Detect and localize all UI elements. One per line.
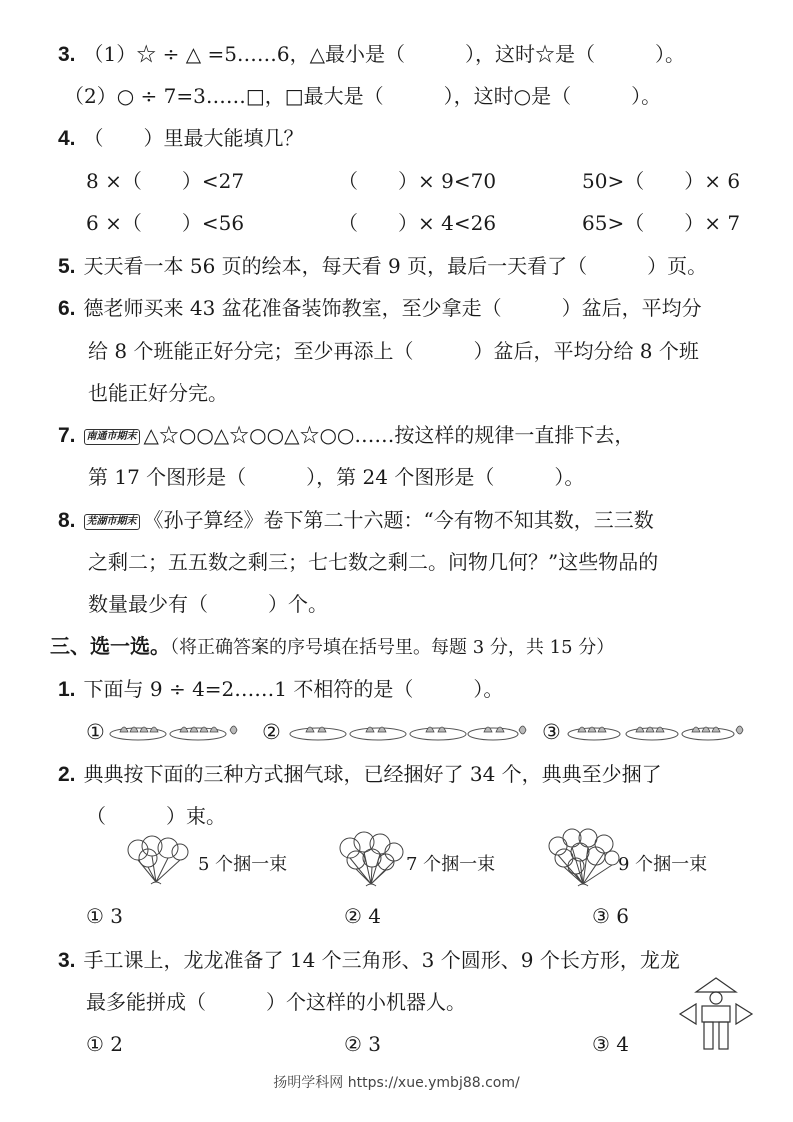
balloon-bunch-9-icon	[546, 828, 620, 890]
section3-note: （将正确答案的序号填在括号里。每题 3 分，共 15 分）	[170, 637, 615, 658]
q8-line3: 数量最少有（ ）个。	[88, 592, 328, 616]
section3-title: 三、选一选。	[50, 634, 170, 658]
q4-r1c2: （ ）× 9<70	[338, 169, 497, 193]
s1-option2-illustration	[288, 718, 528, 742]
s1-option2-label: ②	[262, 720, 281, 744]
s2-line1	[58, 760, 662, 789]
section3-heading	[50, 632, 614, 662]
q3-line1	[58, 40, 685, 69]
q5-number: 5.	[58, 255, 76, 278]
q5-text: 天天看一本 56 页的绘本，每天看 9 页，最后一天看了（ ）页。	[83, 254, 708, 278]
robot-figure-icon	[678, 976, 754, 1052]
s2-number: 2.	[58, 763, 76, 786]
q7-text1: △☆○○△☆○○△☆○○……按这样的规律一直排下去，	[143, 423, 635, 447]
q7-line1	[58, 421, 634, 450]
s3-option3: ③ 4	[592, 1032, 630, 1056]
q4-r1c3: 50>（ ）× 6	[582, 169, 741, 193]
s2-option2: ② 4	[344, 904, 382, 928]
s1-option1-illustration	[108, 718, 238, 742]
s1-text: 下面与 9 ÷ 4=2……1 不相符的是（ ）。	[83, 677, 504, 701]
q6-line3: 也能正好分完。	[88, 381, 228, 405]
s2-line2: （ ）束。	[86, 804, 226, 828]
s2-bundle2-label: 7 个捆一束	[406, 854, 496, 875]
q6-line1	[58, 294, 702, 323]
s1-option3-illustration	[566, 716, 746, 742]
q8-text1: 《孙子算经》卷下第二十六题：“今有物不知其数，三三数	[143, 508, 654, 532]
q8-number: 8.	[58, 509, 76, 532]
s3-line1	[58, 946, 680, 975]
q7-number: 7.	[58, 424, 76, 447]
s2-option3: ③ 6	[592, 904, 630, 928]
s3-option2: ② 3	[344, 1032, 382, 1056]
q3-part1-text: （1）☆ ÷ △ =5……6，△最小是（ ），这时☆是（ ）。	[83, 42, 686, 66]
s3-option1: ① 2	[86, 1032, 124, 1056]
s3-line2: 最多能拼成（ ）个这样的小机器人。	[86, 990, 466, 1014]
s1-option1-label: ①	[86, 720, 105, 744]
s1-option3-label: ③	[542, 720, 561, 744]
q3-line2: （2）○ ÷ 7=3……□，□最大是（ ），这时○是（ ）。	[64, 84, 662, 108]
q4-r2c3: 65>（ ）× 7	[582, 211, 741, 235]
q6-number: 6.	[58, 297, 76, 320]
q8-source-tag: 芜湖市期末	[84, 514, 140, 530]
s1-number: 1.	[58, 678, 76, 701]
q4-number: 4.	[58, 127, 76, 150]
s2-bundle1-label: 5 个捆一束	[198, 854, 288, 875]
q7-line2: 第 17 个图形是（ ），第 24 个图形是（ ）。	[88, 465, 585, 489]
s2-option1: ① 3	[86, 904, 124, 928]
q4-line	[58, 124, 304, 153]
q4-r1c1: 8 ×（ ）<27	[86, 169, 245, 193]
balloon-bunch-5-icon	[124, 832, 190, 888]
q5-line	[58, 252, 707, 281]
q8-line1	[58, 506, 654, 535]
s3-text1: 手工课上，龙龙准备了 14 个三角形、3 个圆形、9 个长方形，龙龙	[83, 948, 680, 972]
q4-r2c2: （ ）× 4<26	[338, 211, 497, 235]
s2-bundle3-label: 9 个捆一束	[618, 854, 708, 875]
s1-line	[58, 675, 503, 704]
q3-number: 3.	[58, 43, 76, 66]
balloon-bunch-7-icon	[336, 830, 408, 890]
q8-line2: 之剩二；五五数之剩三；七七数之剩二。问物几何？”这些物品的	[88, 550, 659, 574]
s2-text1: 典典按下面的三种方式捆气球，已经捆好了 34 个，典典至少捆了	[83, 762, 662, 786]
q7-source-tag: 南通市期末	[84, 429, 140, 445]
q4-r2c1: 6 ×（ ）<56	[86, 211, 245, 235]
q4-text: （ ）里最大能填几？	[83, 126, 304, 150]
footer-watermark: 扬明学科网 https://xue.ymbj88.com/	[273, 1075, 520, 1091]
q6-text1: 德老师买来 43 盆花准备装饰教室，至少拿走（ ）盆后，平均分	[83, 296, 702, 320]
s3-number: 3.	[58, 949, 76, 972]
q6-line2: 给 8 个班能正好分完；至少再添上（ ）盆后，平均分给 8 个班	[88, 339, 699, 363]
